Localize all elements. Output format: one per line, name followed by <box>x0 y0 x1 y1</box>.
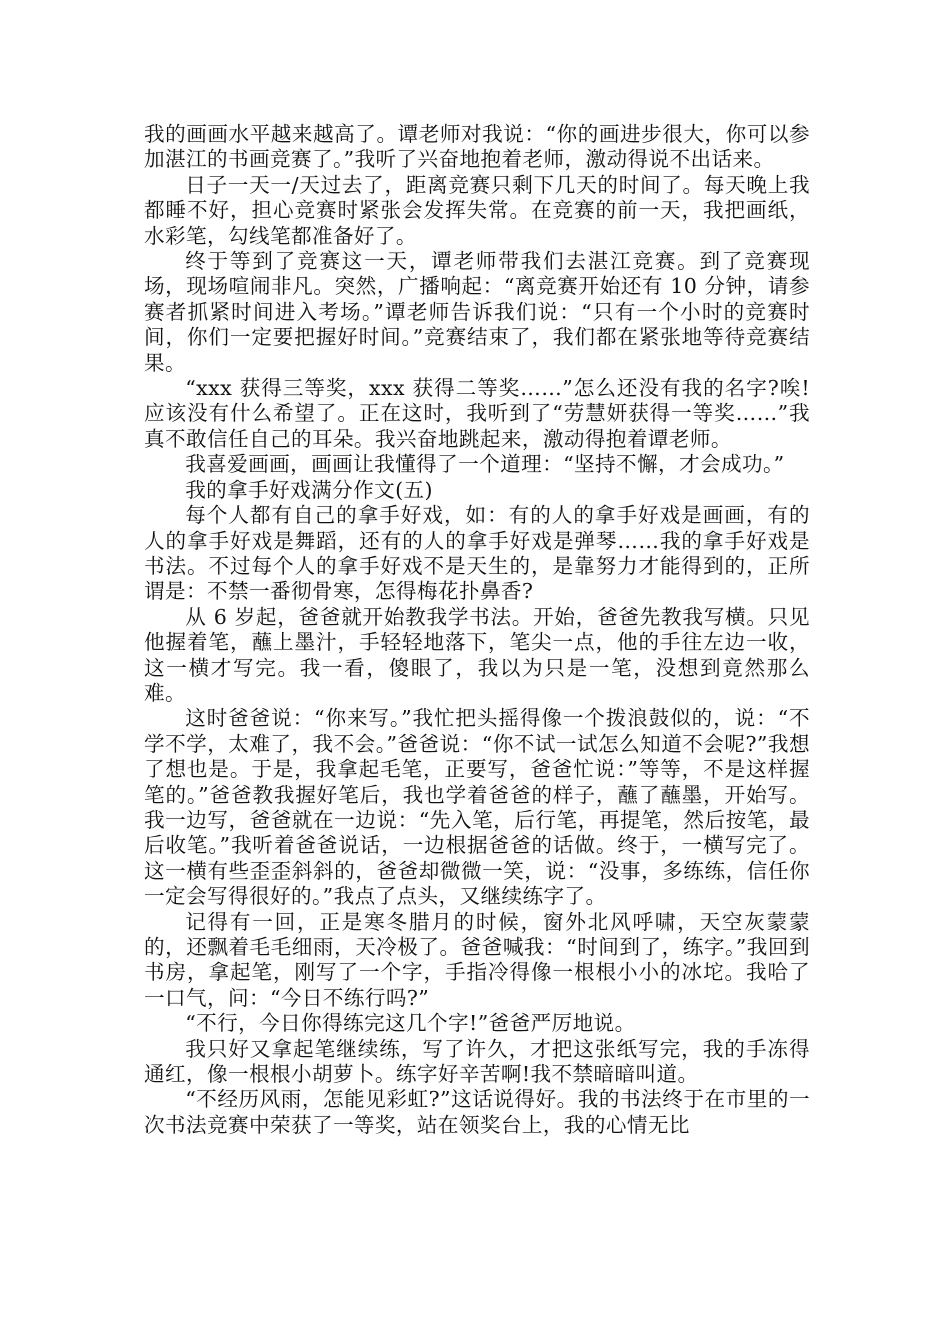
section-title: 我的拿手好戏满分作文(五) <box>185 477 433 502</box>
paragraph-3: 终于等到了竞赛这一天，谭老师带我们去湛江竞赛。到了竞赛现场，现场喧闹非凡。突然，广播响起：“离竞赛开始还有 10 分钟，请参赛者抓紧时间进入考场。”谭老师告诉我们说：“只有一个小时的竞赛时间，你们一定要把握好时间。”竞赛结束了，我们都在紧张地等待竞赛结果。 <box>144 249 810 375</box>
paragraph-5: 我喜爱画画，画画让我懂得了一个道理：“坚持不懈，才会成功。” <box>185 452 785 477</box>
paragraph-2: 日子一天一/天过去了，距离竞赛只剩下几天的时间了。每天晚上我都睡不好，担心竞赛时紧张会发挥失常。在竞赛的前一天，我把画纸，水彩笔，勾线笔都准备好了。 <box>144 172 810 248</box>
paragraph-7: 从 6 岁起，爸爸就开始教我学书法。开始，爸爸先教我写横。只见他握着笔，蘸上墨汁，手轻轻地落下，笔尖一点，他的手往左边一收，这一横才写完。我一看，傻眼了，我以为只是一笔，没想到竟然那么难。 <box>144 604 810 705</box>
paragraph-1: 我的画画水平越来越高了。谭老师对我说：“你的画进步很大，你可以参加湛江的书画竞赛了。”我听了兴奋地抱着老师，激动得说不出话来。 <box>144 122 810 172</box>
paragraph-6: 每个人都有自己的拿手好戏，如：有的人的拿手好戏是画画，有的人的拿手好戏是舞蹈，还有的人的拿手好戏是弹琴……我的拿手好戏是书法。不过每个人的拿手好戏不是天生的，是靠努力才能得到的，正所谓是：不禁一番彻骨寒，怎得梅花扑鼻香? <box>144 503 810 604</box>
paragraph-8: 这时爸爸说：“你来写。”我忙把头摇得像一个拨浪鼓似的，说：“不学不学，太难了，我不会。”爸爸说：“你不试一试怎么知道不会呢?”我想了想也是。于是，我拿起毛笔，正要写，爸爸忙说：”等等，不是这样握笔的。”爸爸教我握好笔后，我也学着爸爸的样子，蘸了蘸墨，开始写。我一边写，爸爸就在一边说：“先入笔，后行笔，再提笔，然后按笔，最后收笔。”我听着爸爸说话，一边根据爸爸的话做。终于，一横写完了。这一横有些歪歪斜斜的，爸爸却微微一笑，说：“没事，多练练，信任你一定会写得很好的。”我点了点头，又继续练字了。 <box>144 706 810 909</box>
paragraph-12: “不经历风雨，怎能见彩虹?”这话说得好。我的书法终于在市里的一次书法竞赛中荣获了一等奖，站在领奖台上，我的心情无比 <box>144 1087 810 1137</box>
document-body <box>144 122 810 1138</box>
paragraph-4: “xxx 获得三等奖，xxx 获得二等奖……”怎么还没有我的名字?唉!应该没有什么希望了。正在这时，我听到了“劳慧妍获得一等奖……”我真不敢信任自己的耳朵。我兴奋地跳起来，激动得抱着谭老师。 <box>144 376 810 451</box>
paragraph-9: 记得有一回，正是寒冬腊月的时候，窗外北风呼啸，天空灰蒙蒙的，还飘着毛毛细雨，天冷极了。爸爸喊我：“时间到了，练字。”我回到书房，拿起笔，刚写了一个字，手指冷得像一根根小小的冰坨。我哈了一口气，问：“今日不练行吗?” <box>144 909 810 1010</box>
paragraph-10: “不行，今日你得练完这几个字!”爸爸严厉地说。 <box>185 1011 636 1036</box>
paragraph-11: 我只好又拿起笔继续练，写了许久，才把这张纸写完，我的手冻得通红，像一根根小胡萝卜。练字好辛苦啊!我不禁暗暗叫道。 <box>144 1036 810 1087</box>
